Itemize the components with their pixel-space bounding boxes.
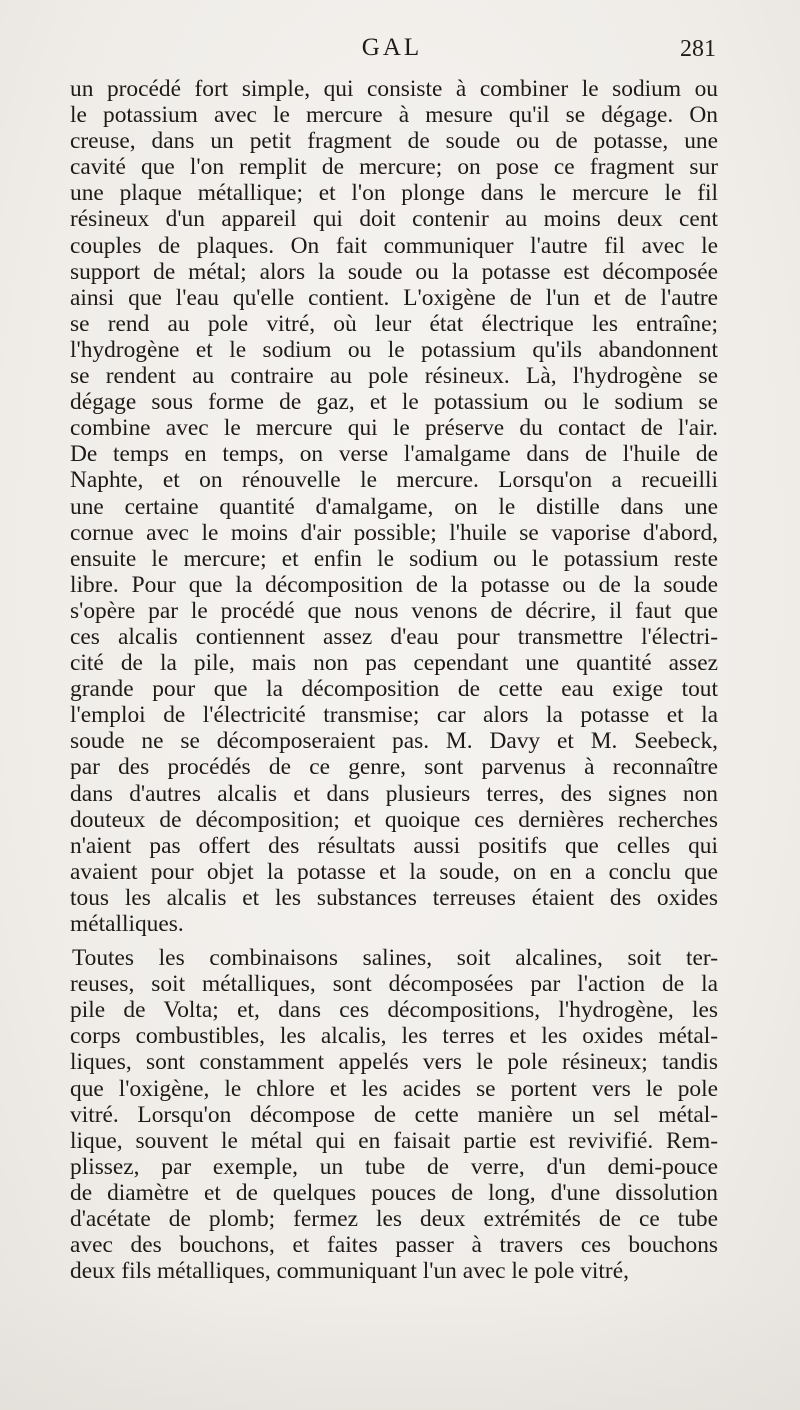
text-line: que l'oxigène, le chlore et les acides se portent vers le pole <box>70 1075 718 1102</box>
text-line: cornue avec le moins d'air possible; l'huile se vaporise d'abord, <box>70 519 718 546</box>
text-line: pile de Volta; et, dans ces décompositions, l'hydrogène, les <box>70 997 718 1024</box>
text-line: couples de plaques. On fait communiquer l'autre fil avec le <box>70 232 718 259</box>
text-line: Toutes les combinaisons salines, soit alcalines, soit ter- <box>72 945 718 972</box>
text-line: vitré. Lorsqu'on décompose de cette manière un sel métal- <box>70 1101 718 1128</box>
text-line: reuses, soit métalliques, sont décomposées par l'action de la <box>70 971 718 998</box>
text-line: l'hydrogène et le sodium ou le potassium qu'ils abandonnent <box>70 336 718 363</box>
running-title: GAL <box>361 34 423 61</box>
text-line: libre. Pour que la décomposition de la potasse ou de la soude <box>70 571 718 598</box>
text-line: se rend au pole vitré, où leur état électrique les entraîne; <box>70 310 718 337</box>
text-line: dégage sous forme de gaz, et le potassium ou le sodium se <box>70 389 718 416</box>
text-line: ainsi que l'eau qu'elle contient. L'oxigène de l'un et de l'autre <box>70 284 718 311</box>
text-line: ces alcalis contiennent assez d'eau pour transmettre l'électri- <box>70 623 718 650</box>
text-line: corps combustibles, les alcalis, les terres et les oxides métal- <box>70 1023 718 1050</box>
page-number: 281 <box>680 36 716 62</box>
running-head <box>68 34 716 68</box>
text-line: par des procédés de ce genre, sont parvenus à reconnaître <box>70 754 718 781</box>
text-line: résineux d'un appareil qui doit contenir au moins deux cent <box>70 206 718 233</box>
paragraph <box>70 945 718 1284</box>
text-line: d'acétate de plomb; fermez les deux extrémités de ce tube <box>70 1206 718 1233</box>
page-shading <box>0 1290 800 1410</box>
text-line: n'aient pas offert des résultats aussi positifs que celles qui <box>70 832 718 859</box>
text-line: deux fils métalliques, communiquant l'un avec le pole vitré, <box>70 1258 629 1285</box>
text-line: cavité que l'on remplit de mercure; on pose ce fragment sur <box>70 154 718 181</box>
paragraph-gap <box>70 937 718 945</box>
text-line: grande pour que la décomposition de cette eau exige tout <box>70 676 718 703</box>
text-line: une plaque métallique; et l'on plonge dans le mercure le fil <box>70 180 718 207</box>
text-line: support de métal; alors la soude ou la potasse est décomposée <box>70 258 718 285</box>
text-line: combine avec le mercure qui le préserve du contact de l'air. <box>70 415 718 442</box>
text-line: le potassium avec le mercure à mesure qu'il se dégage. On <box>70 102 718 129</box>
text-line: plissez, par exemple, un tube de verre, d'un demi-pouce <box>70 1153 718 1180</box>
text-line: une certaine quantité d'amalgame, on le distille dans une <box>70 493 718 520</box>
text-line: creuse, dans un petit fragment de soude ou de potasse, une <box>70 128 718 155</box>
text-line: métalliques. <box>70 911 184 937</box>
text-line: s'opère par le procédé que nous venons de décrire, il faut que <box>70 597 718 624</box>
text-line: dans d'autres alcalis et dans plusieurs terres, des signes non <box>70 780 718 807</box>
text-line: avaient pour objet la potasse et la soude, on en a conclu que <box>70 858 718 885</box>
text-line: soude ne se décomposeraient pas. M. Davy et M. Seebeck, <box>70 728 718 755</box>
text-line: ensuite le mercure; et enfin le sodium ou le potassium reste <box>70 545 718 572</box>
text-line: avec des bouchons, et faites passer à travers ces bouchons <box>70 1232 718 1259</box>
text-line: Naphte, et on rénouvelle le mercure. Lorsqu'on a recueilli <box>70 467 718 494</box>
text-line: l'emploi de l'électricité transmise; car alors la potasse et la <box>70 702 718 729</box>
text-line: douteux de décomposition; et quoique ces dernières recherches <box>70 806 718 833</box>
text-line: se rendent au contraire au pole résineux. Là, l'hydrogène se <box>70 363 718 390</box>
text-line: De temps en temps, on verse l'amalgame dans de l'huile de <box>70 441 718 468</box>
text-line: de diamètre et de quelques pouces de long, d'une dissolution <box>70 1179 718 1206</box>
text-line: cité de la pile, mais non pas cependant une quantité assez <box>70 650 718 677</box>
text-line: liques, sont constamment appelés vers le pole résineux; tandis <box>70 1049 718 1076</box>
body-text <box>70 76 718 1284</box>
text-line: tous les alcalis et les substances terreuses étaient des oxides <box>70 884 718 911</box>
paragraph <box>70 76 718 937</box>
text-line: lique, souvent le métal qui en faisait partie est revivifié. Rem- <box>70 1127 718 1154</box>
text-line: un procédé fort simple, qui consiste à combiner le sodium ou <box>70 76 718 102</box>
